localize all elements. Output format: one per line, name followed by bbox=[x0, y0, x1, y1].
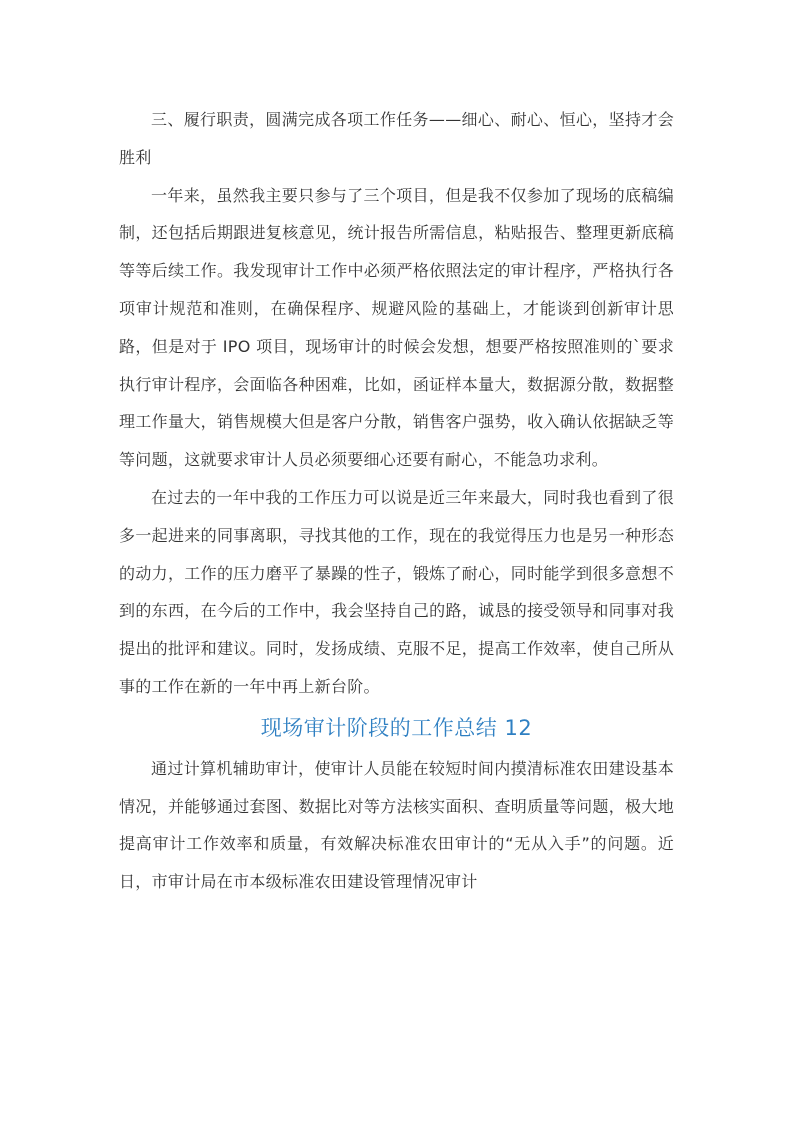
body-paragraph: 通过计算机辅助审计，使审计人员能在较短时间内摸清标准农田建设基本情况，并能够通过套图、数据比对等方法核实面积、查明质量等问题，极大地提高审计工作效率和质量，有效解决标准农田审计的“无从入手”的问题。近日，市审计局在市本级标准农田建设管理情况审计 bbox=[119, 758, 674, 892]
article-heading: 现场审计阶段的工作总结 12 bbox=[260, 715, 533, 740]
document-page bbox=[119, 101, 674, 901]
body-paragraph: 一年来，虽然我主要只参与了三个项目，但是我不仅参加了现场的底稿编制，还包括后期跟进复核意见，统计报告所需信息，粘贴报告、整理更新底稿等等后续工作。我发现审计工作中必须严格依照法定的审计程序，严格执行各项审计规范和准则，在确保程序、规避风险的基础上，才能谈到创新审计思路，但是对于 IPO 项目，现场审计的时候会发想，想要严格按照准则的`要求执行审计程序，会面临各种困难，比如，函证样本量大，数据源分散，数据整理工作量大，销售规模大但是客户分散，销售客户强势，收入确认依据缺乏等等问题，这就要求审计人员必须要细心还要有耐心，不能急功求利。 bbox=[119, 185, 674, 470]
body-paragraph: 在过去的一年中我的工作压力可以说是近三年来最大，同时我也看到了很多一起进来的同事离职，寻找其他的工作，现在的我觉得压力也是另一种形态的动力，工作的压力磨平了暴躁的性子，锻炼了耐心，同时能学到很多意想不到的东西，在今后的工作中，我会坚持自己的路，诚恳的接受领导和同事对我提出的批评和建议。同时，发扬成绩、克服不足，提高工作效率，使自己所从事的工作在新的一年中再上新台阶。 bbox=[119, 487, 674, 696]
section-title-paragraph: 三、履行职责，圆满完成各项工作任务——细心、耐心、恒心，坚持才会胜利 bbox=[119, 110, 674, 167]
